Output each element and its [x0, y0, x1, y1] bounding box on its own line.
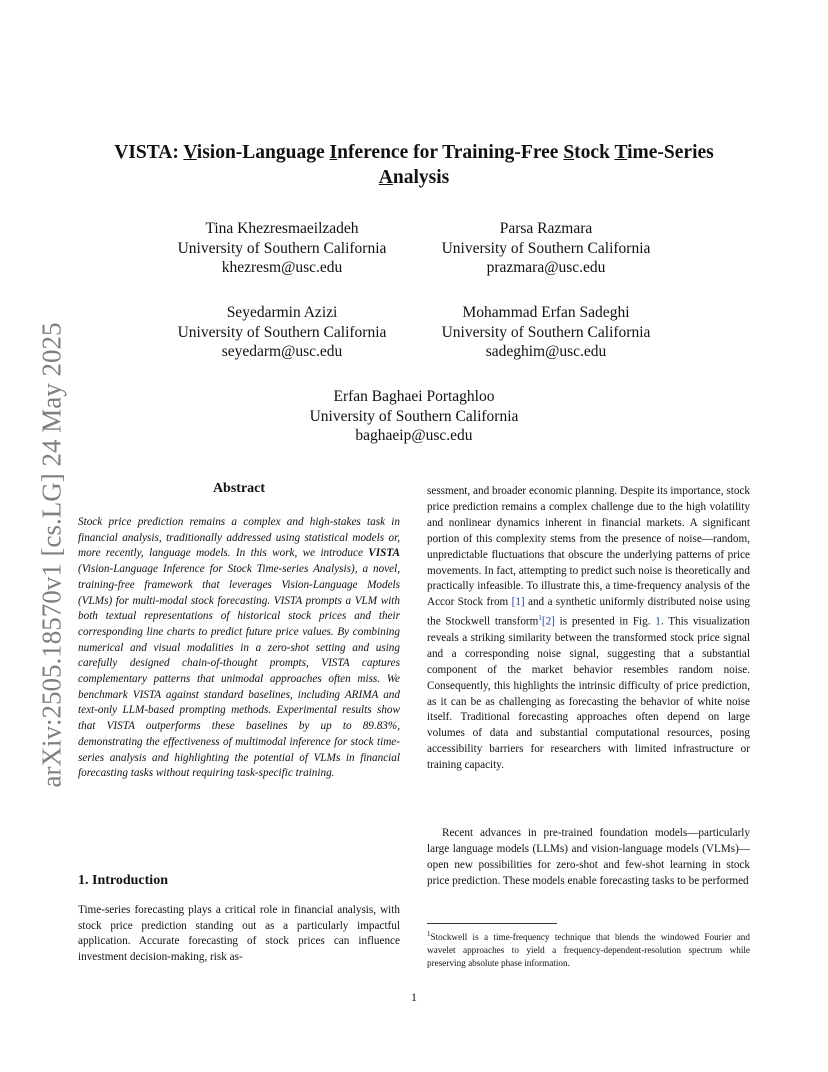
abstract-heading: Abstract: [212, 481, 266, 496]
paper-title: VISTA: Vision-Language Inference for Training-Free Stock Time-Series Analysis: [114, 142, 714, 188]
author-name: Tina Khezresmaeilzadeh: [205, 220, 359, 237]
author-block: [137, 303, 427, 362]
author-block: [401, 219, 691, 278]
abstract-body: Stock price prediction remains a complex and high-stakes task in financial analysis, traditionally addressed using statistical models or, more recently, language models. In this work, we introduce VISTA (Vision-Language Inference for Stock Time-series Analysis), a novel, training-free framework that leverages Vision-Language Models (VLMs) for multi-modal stock forecasting. VISTA prompts a VLM with both textual representations of historical stock prices and their corresponding line charts to predict future price values. By combining numerical and visual modalities in a zero-shot setting and using carefully designed chain-of-thought prompts, VISTA captures complementary patterns that unimodal approaches often miss. We benchmark VISTA against standard baselines, including ARIMA and text-only LLM-based prompting methods. Experimental results show that VISTA outperforms these baselines by up to 89.83%, demonstrating the effectiveness of multimodal inference for stock time-series analysis and highlighting the potential of VLMs in financial forecasting tasks without requiring task-specific training.: [78, 516, 400, 780]
author-affiliation: University of Southern California: [441, 239, 651, 257]
method-name: VISTA: [368, 547, 400, 560]
author-block: [401, 303, 691, 362]
author-affiliation: University of Southern California: [177, 239, 387, 257]
author-email[interactable]: sadeghim@usc.edu: [485, 343, 607, 360]
author-name: Mohammad Erfan Sadeghi: [462, 304, 630, 321]
author-affiliation: University of Southern California: [441, 323, 651, 341]
introduction-paragraph: Recent advances in pre-trained foundation models—particularly large language models (LLMs) and vision-language models (VLMs)—open new possibilities for zero-shot and few-shot learning in stock price prediction. These models enable forecasting tasks to be performed: [427, 827, 750, 887]
arxiv-identifier-stamp: arXiv:2505.18570v1 [cs.LG] 24 May 2025: [36, 322, 67, 788]
author-name: Erfan Baghaei Portaghloo: [333, 388, 495, 405]
figure-reference-link[interactable]: 1: [655, 615, 661, 628]
author-email[interactable]: prazmara@usc.edu: [486, 259, 606, 276]
footnote-marker[interactable]: 1: [538, 614, 542, 623]
page-number: 1: [411, 990, 417, 1004]
author-email[interactable]: khezresm@usc.edu: [221, 259, 343, 276]
section-heading-introduction: 1. Introduction: [78, 873, 168, 888]
author-email[interactable]: baghaeip@usc.edu: [355, 427, 473, 444]
footnote-number: 1: [427, 930, 431, 938]
author-block: [137, 219, 427, 278]
author-affiliation: University of Southern California: [177, 323, 387, 341]
author-email[interactable]: seyedarm@usc.edu: [221, 343, 343, 360]
author-name: Seyedarmin Azizi: [226, 304, 338, 321]
author-affiliation: University of Southern California: [309, 407, 519, 425]
citation-link[interactable]: [1]: [511, 596, 525, 609]
introduction-paragraph: Time-series forecasting plays a critical role in financial analysis, with stock price prediction standing out as a particularly impactful application. Accurate forecasting of stock prices can influence investment decision-making, risk as-: [78, 904, 400, 964]
footnote: $^1$Stockwell is a time-frequency technique that blends the windowed Fourier and wavelet approaches to yield a frequency-dependent-resolution spectrum while preserving absolute phase information.: [427, 930, 750, 968]
author-block: [269, 387, 559, 446]
citation-link[interactable]: [2]: [541, 615, 555, 628]
introduction-paragraph-continued: sessment, and broader economic planning. Despite its importance, stock price prediction remains a complex challenge due to the high volatility and nonlinear dynamics inherent in financial markets. A significant portion of this complexity stems from the presence of noise—random, unpredictable fluctuations that obscure the underlying patterns of price movements. In fact, attempting to predict such noise is theoretically and practically infeasible. To illustrate this, a time-frequency analysis of the Accor Stock from [1] and a synthetic uniformly distributed noise using the Stockwell transform$^1$[2] is presented in Fig. 1. This visualization reveals a striking similarity between the transformed stock price signal and a corresponding noise signal, suggesting that a substantial component of the market behavior resembles random noise. Consequently, this highlights the intrinsic difficulty of price prediction, as it can be as challenging as forecasting the behavior of white noise itself. Traditional forecasting approaches often depend on large volumes of data and substantial computational resources, posing accessibility barriers for researchers with limited infrastructure or training capacity.: [427, 485, 751, 772]
footnote-divider: [427, 923, 557, 924]
author-name: Parsa Razmara: [499, 220, 593, 237]
